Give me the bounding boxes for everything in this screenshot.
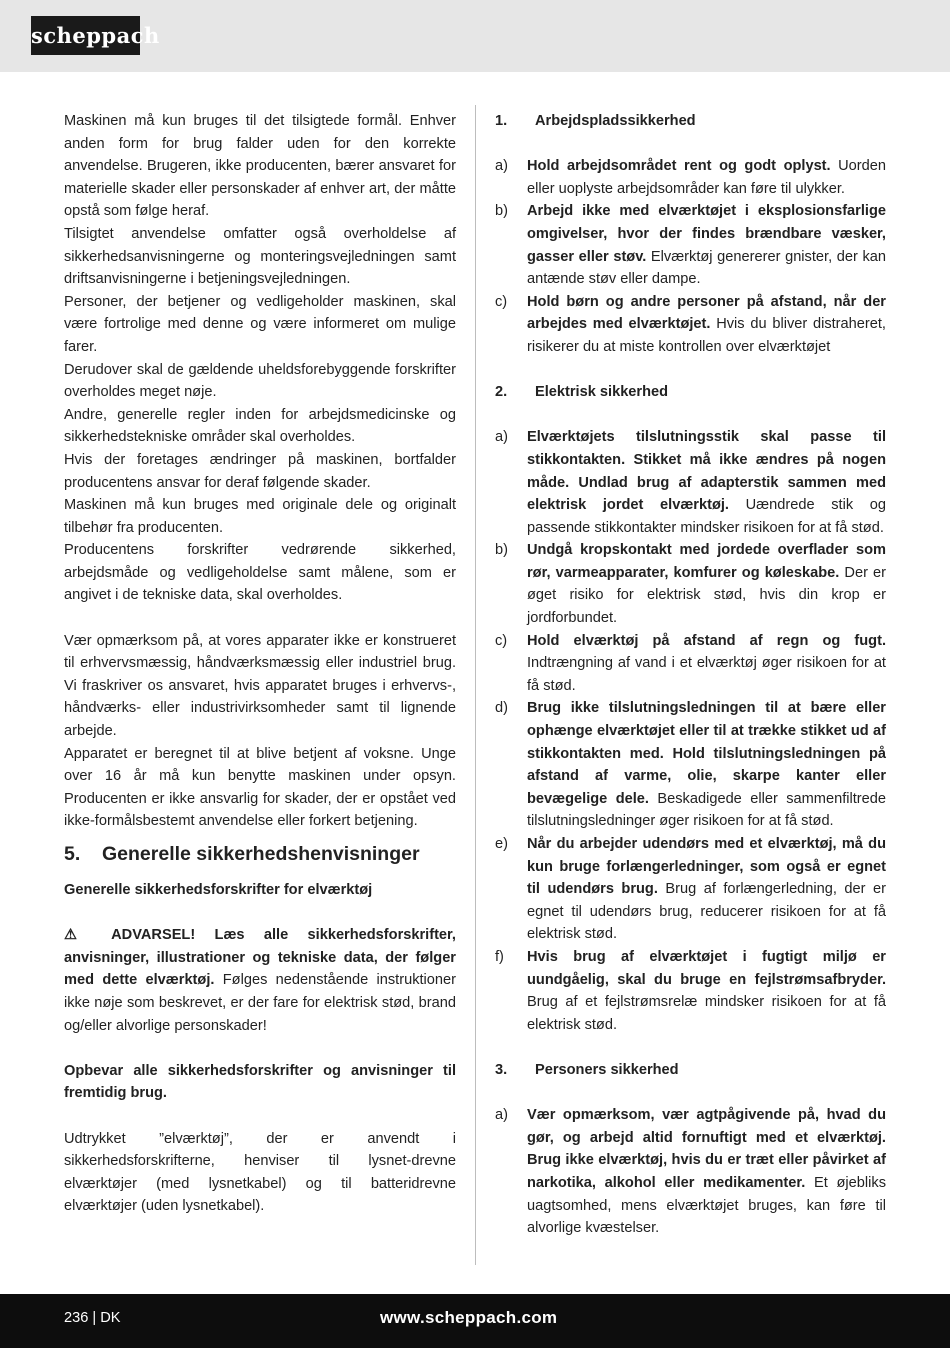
list-item: e) Når du arbejder udendørs med et elværktøj, må du kun bruge forlængerledninger, som også er egnet til udendørs brug. Brug af forlængerledning, der er egnet til udendørs brug, reducerer risikoen for at få elektrisk stød. <box>495 836 886 943</box>
right-column <box>495 110 886 1240</box>
warning-bold: ADVARSEL! Læs alle sikkerhedsforskrifter, anvisninger, illustrationer og tekniske data, der følger med dette elværktøj. <box>64 927 456 989</box>
list-item: c) Hold elværktøj på afstand af regn og fugt. Indtrængning af vand i et elværktøj øger risikoen for at få stød. <box>495 632 886 694</box>
warning-paragraph <box>64 924 456 1037</box>
website-link[interactable]: www.scheppach.com <box>380 1308 558 1327</box>
page-footer <box>0 1294 950 1348</box>
section-3-heading: 3. Personers sikkerhed <box>495 1061 679 1078</box>
section-2-heading: 2. Elektrisk sikkerhed <box>495 384 669 401</box>
section-title: Generelle sikkerhedshenvisninger <box>102 843 420 865</box>
paragraph: Producentens forskrifter vedrørende sikkerhed, arbejdsmåde og vedligeholdelse samt målene, som er angivet i de tekniske data, skal overholdes. <box>64 542 456 604</box>
paragraph: Vær opmærksom på, at vores apparater ikke er konstrueret til erhvervsmæssig, håndværksmæssig eller industriel brug. Vi fraskriver os ansvaret, hvis apparatet bruges i erhvervs-, håndværks- eller industrivirksomheder samt til lignende arbejde. <box>64 632 456 740</box>
keep-instructions: Opbevar alle sikkerhedsforskrifter og anvisninger til fremtidig brug. <box>64 1062 456 1102</box>
section-1-heading: 1. Arbejdspladssikkerhed <box>495 113 696 129</box>
paragraph: Andre, generelle regler inden for arbejdsmedicinske og sikkerhedstekniske områder skal overholdes. <box>64 406 456 446</box>
subheading: Generelle sikkerhedsforskrifter for elværktøj <box>64 882 373 898</box>
page-number: 236 | DK <box>64 1310 121 1326</box>
list-item: a) Elværktøjets tilslutningsstik skal passe til stikkontakten. Stikket må ikke ændres på nogen måde. Undlad brug af adapterstik sammen med elektrisk jordet elværktøj. Uændrede stik og passende stikkontakter mindsker risikoen for at få stød. <box>495 429 886 536</box>
term-paragraph: Udtrykket ”elværktøj”, der er anvendt i sikkerhedsforskrifterne, henviser til lysnet-drevne elværktøjer (med lysnetkabel) og til batteridrevne elværktøjer (uden lysnetkabel). <box>64 1130 456 1215</box>
paragraph: Maskinen må kun bruges med originale dele og originalt tilbehør fra producenten. <box>64 497 456 536</box>
page-header <box>0 0 950 72</box>
paragraph: Tilsigtet anvendelse omfatter også overholdelse af sikkerhedsanvisningerne og monteringsvejledningen samt driftsanvisningerne i betjeningsvejledningen. <box>64 225 456 288</box>
warning-icon: ⚠ <box>64 927 93 944</box>
list-item: a) Hold arbejdsområdet rent og godt oplyst. Uorden eller uoplyste arbejdsområder kan føre til ulykker. <box>495 158 887 197</box>
left-column <box>64 110 456 1218</box>
list-item: d) Brug ikke tilslutningsledningen til at bære eller ophænge elværktøjet eller til at trække stikket ud af stikkontakten med. Hold tilslutningsledningen på afstand af varme, olie, skarpe kanter eller bevægelige dele. Beskadigede eller sammenfiltrede tilslutningsledninger øger risikoen for at få stød. <box>495 700 886 830</box>
section-number: 5. <box>64 843 81 865</box>
paragraph: Maskinen må kun bruges til det tilsigtede formål. Enhver anden form for brug falder uden for den korrekte anvendelse. Brugeren, ikke producenten, bærer ansvaret for materielle skader eller personskader af enhver art, der måtte opstå som følge heraf. <box>64 113 456 220</box>
list-item: c) Hold børn og andre personer på afstand, når der arbejdes med elværktøjet. Hvis du bliver distraheret, risikerer du at miste kontrollen over elværktøjet <box>495 293 886 355</box>
paragraph: Personer, der betjener og vedligeholder maskinen, skal være fortrolige med denne og være informeret om mulige farer. <box>64 293 456 355</box>
scheppach-logo: scheppach <box>31 16 140 55</box>
list-item: f) Hvis brug af elværktøjet i fugtigt miljø er uundgåelig, skal du bruge en fejlstrømsafbryder. Brug af et fejlstrømsrelæ mindsker risikoen for at få elektrisk stød. <box>495 948 886 1033</box>
paragraph: Derudover skal de gældende uheldsforebyggende forskrifter overholdes meget nøje. <box>64 361 456 401</box>
paragraph: Hvis der foretages ændringer på maskinen, bortfalder producentens ansvar for deraf følgende skader. <box>64 451 456 491</box>
list-item: b) Arbejd ikke med elværktøjet i eksplosionsfarlige omgivelser, hvor der findes brændbare væsker, gasser eller støv. Elværktøj genererer gnister, der kan antænde støv eller dampe. <box>495 203 887 288</box>
list-item: b) Undgå kropskontakt med jordede overflader som rør, varmeapparater, komfurer og køleskabe. Der er øget risiko for elektrisk stød, hvis din krop er jordforbundet. <box>495 542 886 627</box>
paragraph: Apparatet er beregnet til at blive betjent af voksne. Unge over 16 år må kun benytte maskinen under opsyn. Producenten er ikke ansvarlig for skader, der er opstået ved ikke-formålsbestemt anvendelse eller forkert betjening. <box>64 745 456 830</box>
list-item: a) Vær opmærksom, vær agtpågivende på, hvad du gør, og arbejd altid fornuftigt med et elværktøj. Brug ikke elværktøj, hvis du er træt eller påvirket af narkotika, alkohol eller medikamenter. Et øjebliks uagtsomhed, mens elværktøjet bruges, kan føre til alvorlige kvæstelser. <box>495 1107 886 1237</box>
warning-text: Følges nedenstående instruktioner ikke nøje som beskrevet, er der fare for elektrisk stød, brand og/eller alvorlige personskader! <box>64 972 456 1034</box>
section-heading <box>64 841 456 867</box>
column-divider <box>475 105 476 1265</box>
